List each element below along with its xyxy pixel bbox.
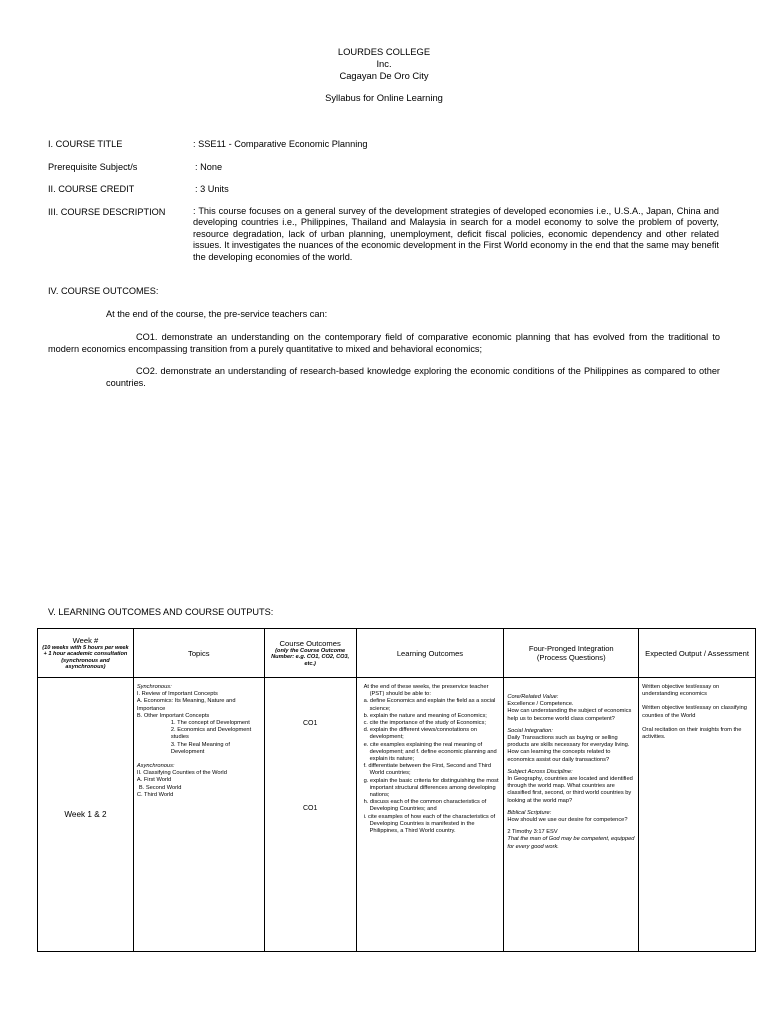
college-name: LOURDES COLLEGE bbox=[337, 46, 431, 57]
integration-cell bbox=[504, 678, 639, 952]
course-description-label: III. COURSE DESCRIPTION bbox=[48, 207, 166, 217]
topics-column-header: Topics bbox=[133, 629, 264, 678]
list-item: C. Third World bbox=[136, 791, 174, 798]
prerequisite-label: Prerequisite Subject/s bbox=[48, 162, 138, 172]
core-value-text: Excellence / Competence. bbox=[507, 701, 574, 708]
learning-outcomes-intro: At the end of these weeks, the preservice teacher (PST) should be able to: bbox=[363, 684, 489, 698]
subject-discipline-text: In Geography, countries are located and identified through the world map. What countries are classified first, second, or third world countries by looking at the world map? bbox=[507, 776, 633, 804]
course-outcome-async: CO1 bbox=[302, 805, 318, 813]
list-item: a. define Economics and explain the field as a social science; bbox=[363, 698, 496, 712]
expected-output-column-header: Expected Output / Assessment bbox=[639, 629, 756, 678]
course-credit-label: II. COURSE CREDIT bbox=[48, 184, 135, 194]
course-credit-value: : 3 Units bbox=[195, 184, 229, 194]
college-inc: Inc. bbox=[376, 58, 392, 69]
expected-output-cell bbox=[639, 678, 756, 952]
integration-column-header: Four-Pronged Integration (Process Questions) bbox=[504, 629, 639, 678]
verse-reference: 2 Timothy 3:17 ESV bbox=[507, 829, 558, 836]
week-cell: Week 1 & 2 bbox=[38, 678, 134, 952]
list-item: h. discuss each of the common characteristics of Developing Countries; and bbox=[363, 799, 487, 813]
core-value-label: Core/Related Value: bbox=[507, 694, 559, 700]
course-description-value: : This course focuses on a general survey of the development strategies of developed economies i.e., U.S.A., Japan, China and developing countries i.e., Philippines, Thailand and Malaysia in search for a model economy to solve the problem of poverty, resource degradation, lack of urban planning, unemployment, deficit fiscal policies, economic dependency and other related issues. It investigates the nuances of the economic development in the First World economy in the end that the same may benefit the developing economies of the world. bbox=[193, 206, 719, 262]
table-header-row bbox=[38, 629, 756, 678]
biblical-scripture-label: Biblical Scripture: bbox=[507, 809, 552, 816]
list-item: Written objective test/essay on classifying counties of the World bbox=[642, 705, 747, 719]
list-item: i. cite examples of how each of the characteristics of Developing Countries is manifested in the Philippines, a Third World country. bbox=[363, 813, 496, 835]
list-item: II. Classifying Counties of the World bbox=[136, 770, 227, 777]
course-title-value: : SSE11 - Comparative Economic Planning bbox=[193, 139, 368, 149]
learning-outcomes-cell bbox=[356, 678, 504, 952]
list-item: A. First World bbox=[136, 777, 172, 784]
course-outcomes-intro: At the end of the course, the pre-service teachers can: bbox=[106, 309, 328, 319]
list-item: f. differentiate between the First, Second and Third World countries; bbox=[363, 763, 492, 777]
biblical-scripture-text: How should we use our desire for competence? bbox=[507, 817, 628, 824]
course-outcome-co2: CO2. demonstrate an understanding of research-based knowledge exploring the economic conditions of the Philippines as compared to other countries. bbox=[106, 366, 720, 388]
subject-discipline-label: Subject Across Discipline: bbox=[507, 768, 573, 775]
verse-text: That the man of God may be competent, equipped for every good work. bbox=[507, 836, 635, 850]
list-item: b. explain the nature and meaning of Economics; bbox=[363, 712, 487, 719]
list-item: I. Review of Important Concepts bbox=[136, 691, 218, 698]
course-outcomes-column-header: Course Outcomes (only the Course Outcome Number: e.g. CO1, CO2, CO3, etc.) bbox=[264, 629, 356, 678]
asynchronous-label: Asynchronous: bbox=[136, 763, 175, 770]
topics-cell bbox=[133, 678, 264, 952]
prerequisite-value: : None bbox=[195, 162, 223, 172]
course-outcome-cell bbox=[264, 678, 356, 952]
list-item: d. explain the different views/connotations on development; bbox=[363, 727, 477, 741]
learning-outcomes-column-header: Learning Outcomes bbox=[356, 629, 504, 678]
social-integration-text: Daily Transactions such as buying or selling products are skills necessary for everyday living. How can learning the concepts related to economics assist our daily transactions? bbox=[507, 735, 630, 763]
course-title-label: I. COURSE TITLE bbox=[48, 139, 123, 149]
list-item: Written objective test/essay on understanding economics bbox=[642, 684, 720, 698]
list-item: c. cite the importance of the study of Economics; bbox=[363, 720, 486, 727]
list-item: A. Economics: Its Meaning, Nature and Importance bbox=[136, 698, 236, 712]
list-item: g. explain the basic criteria for distinguishing the most important structural differences among developing nations; bbox=[363, 777, 499, 799]
week-column-header: Week # (10 weeks with 5 hours per week + 1 hour academic consultation (synchronous and asynchronous) bbox=[38, 629, 134, 678]
list-item: 1. The concept of Development bbox=[170, 720, 250, 727]
course-outcome-co1: CO1. demonstrate an understanding on the contemporary field of comparative economic planning that has evolved from the traditional to modern economics encompassing transition from a purely quantitative to mixed and behavioral economics; bbox=[48, 332, 720, 354]
document-header bbox=[0, 46, 768, 104]
learning-outcomes-table bbox=[37, 628, 756, 952]
social-integration-label: Social Integration: bbox=[507, 727, 553, 734]
table-row bbox=[38, 678, 756, 952]
learning-outcomes-heading: V. LEARNING OUTCOMES AND COURSE OUTPUTS: bbox=[48, 607, 274, 617]
syllabus-title: Syllabus for Online Learning bbox=[325, 92, 443, 103]
list-item: e. cite examples explaining the real meaning of development; and f. define economic planning and explain its nature; bbox=[363, 741, 497, 763]
list-item: B. Second World bbox=[138, 784, 182, 791]
synchronous-label: Synchronous: bbox=[136, 684, 172, 690]
college-city: Cagayan De Oro City bbox=[339, 70, 429, 81]
course-outcomes-heading: IV. COURSE OUTCOMES: bbox=[48, 286, 159, 296]
list-item: Oral recitation on their insights from the activities. bbox=[642, 726, 742, 741]
course-outcome-sync: CO1 bbox=[302, 720, 318, 727]
list-item: 3. The Real Meaning of Development bbox=[170, 741, 230, 755]
list-item: B. Other Important Concepts bbox=[136, 712, 210, 719]
core-value-question: How can understanding the subject of economics help us to become world class competent? bbox=[507, 708, 632, 722]
list-item: 2. Economics and Development studies bbox=[170, 727, 252, 741]
